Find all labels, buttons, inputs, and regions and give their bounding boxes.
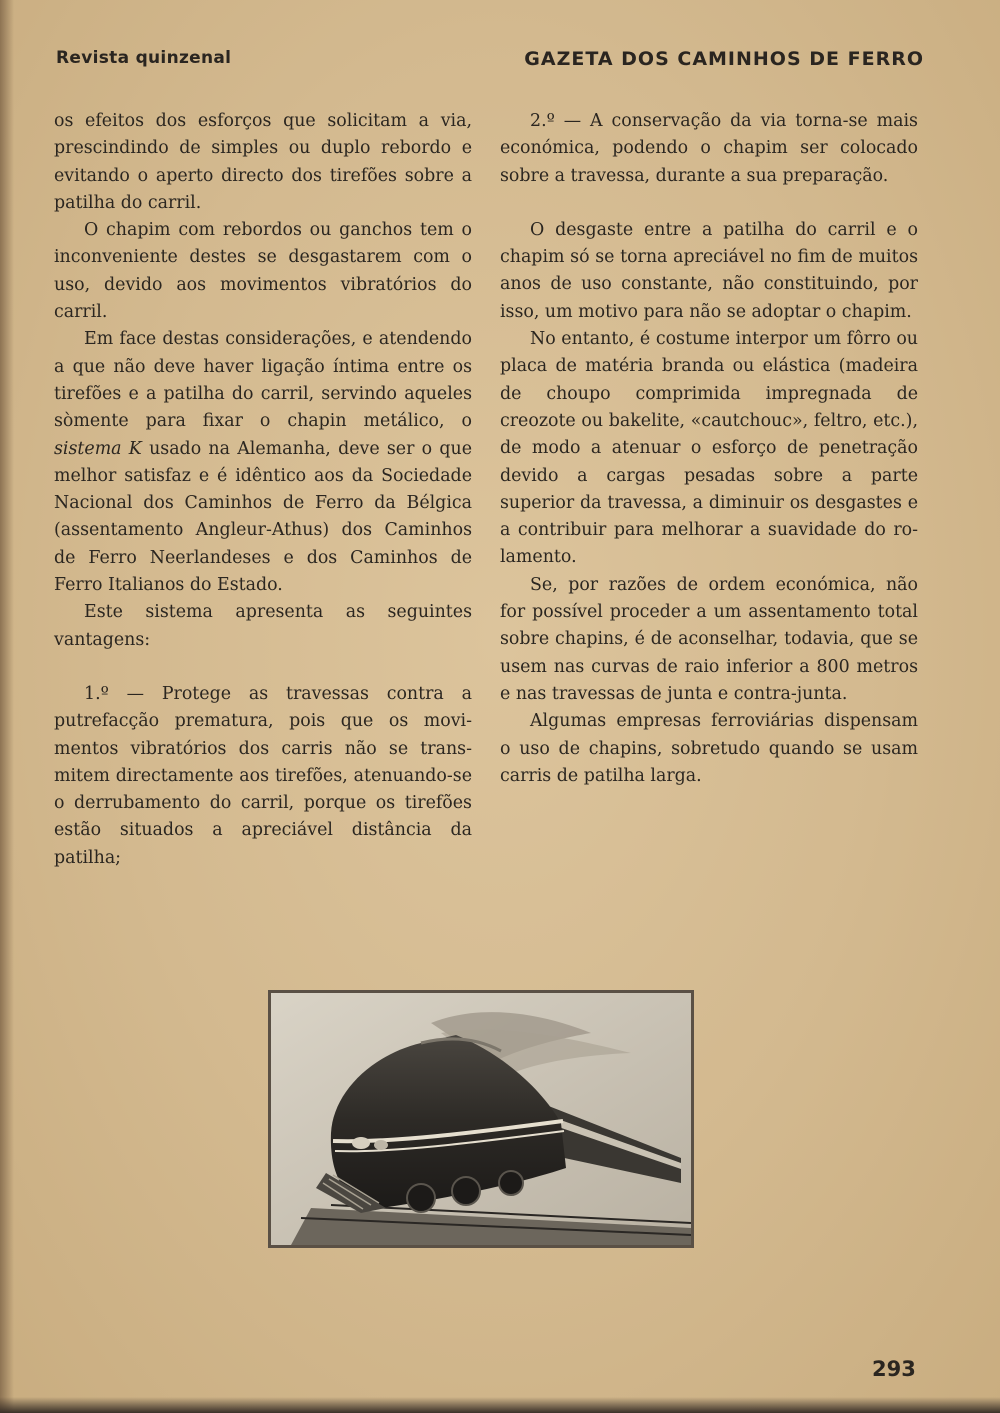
- paragraph: Este sistema apresenta as seguintes vantagens:: [54, 602, 472, 650]
- paragraph: os efeitos dos esforços que solicitam a via, prescindindo de simples ou duplo rebordo e evitando o aperto directo dos tirefões sobre a patilha do carril.: [54, 111, 472, 213]
- paragraph-text: Em face destas considerações, e atendendo a que não deve haver ligação íntima entre os tirefões e a patilha do carril, servindo aqueles sòmente para fixar o chapin metálico, o: [54, 329, 472, 432]
- emphasis-text: sistema K: [54, 438, 142, 459]
- paragraph-text: usado na Alemanha, deve ser o que melhor satisfaz e é idêntico aos da Sociedade Nacional dos Caminhos de Ferro da Bélgica (assentamento Angleur-Athus) dos Caminhos de Ferro Neerlandeses e dos Caminhos de Ferro Italianos do Estado.: [54, 438, 473, 596]
- page-edge-shadow: [0, 0, 14, 1413]
- header-right: GAZETA DOS CAMINHOS DE FERRO: [524, 48, 924, 70]
- paragraph: O chapim com rebordos ou ganchos tem o inconveniente destes se desgastarem com o uso, devido aos movimentos vibratórios do carril.: [54, 220, 472, 323]
- right-column: [500, 108, 918, 790]
- locomotive-drawing: [271, 993, 691, 1245]
- left-column: [54, 108, 472, 872]
- paragraph: Se, por razões de ordem económica, não for possível proceder a um assentamento total sobre chapins, é de aconselhar, todavia, que se usem nas curvas de raio inferior a 800 metros e nas travessas de junta e contra-junta.: [500, 574, 918, 704]
- locomotive-illustration: [268, 990, 694, 1248]
- paragraph: O desgaste entre a patilha do carril e o chapim só se torna apreciável no fim de muitos anos de uso constante, não constituindo, por isso, um motivo para não se adoptar o chapim.: [500, 219, 918, 322]
- page-edge-bottom: [0, 1397, 1000, 1413]
- paragraph: [54, 326, 472, 599]
- page-number: 293: [872, 1357, 916, 1381]
- paragraph: 2.º — A conservação da via torna-se mais económica, podendo o chapim ser colocado sobre a travessa, durante a sua preparação.: [500, 111, 918, 186]
- paragraph: Algumas empresas ferroviárias dispensam o uso de chapins, sobretudo quando se usam carris de patilha larga.: [500, 711, 918, 786]
- paragraph: No entanto, é costume interpor um fôrro ou placa de matéria branda ou elástica (madeira de choupo comprimida impregnada de creozote ou bakelite, «cautchouc», feltro, etc.), de modo a atenuar o esforço de penetração devido a cargas pesadas sobre a parte superior da travessa, a diminuir os desgastes e a contribuir para melhorar a suavidade do rolamento.: [500, 329, 918, 568]
- paragraph: 1.º — Protege as travessas contra a putrefacção prematura, pois que os movimentos vibratórios dos carris não se transmitem directamente aos tirefões, atenuando-se o derrubamento do carril, porque os tirefões estão situados a apreciável distância da patilha;: [54, 683, 472, 868]
- header-left: Revista quinzenal: [56, 48, 232, 68]
- running-header: [56, 48, 924, 74]
